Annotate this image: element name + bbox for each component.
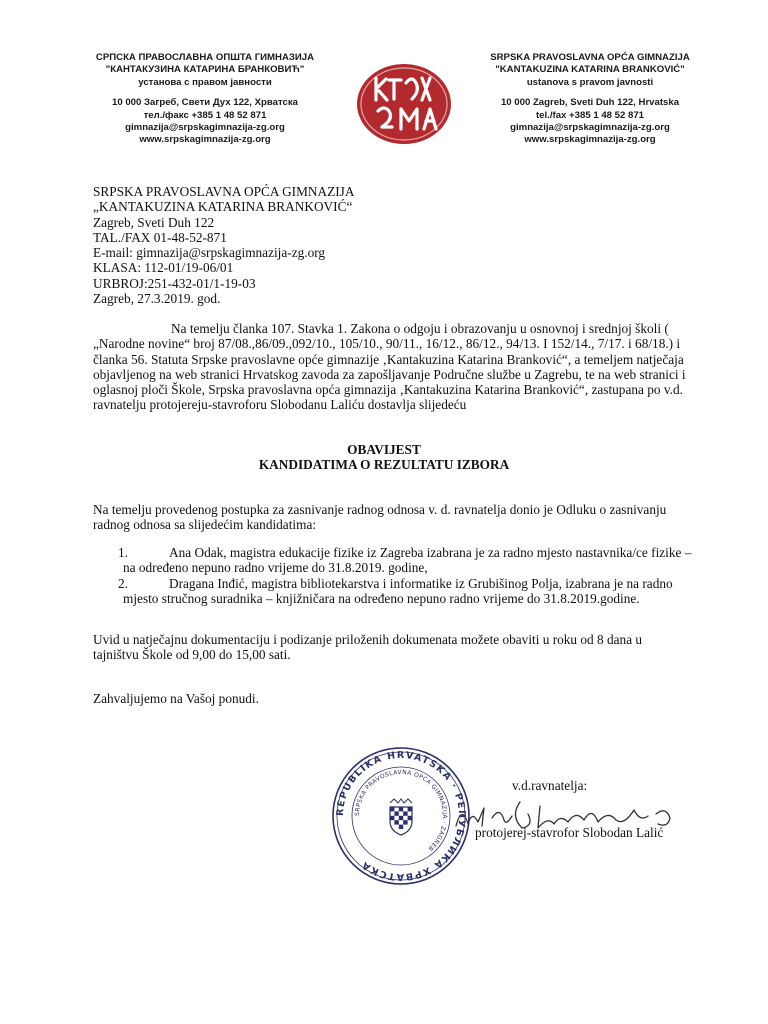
croatian-coat-of-arms-icon — [390, 799, 412, 835]
list-item-text: mjesto stručnog suradnika – knjižničara na određeno nepuno radno vrijeme do 31.8.2019.godine. — [123, 590, 640, 606]
intro-line: Na temelju članka 107. Stavka 1. Zakona o odgoju i obrazovanju u osnovnoj i srednjoj školi ( — [171, 321, 669, 336]
address-latin: 10 000 Zagreb, Sveti Duh 122, Hrvatska — [500, 97, 680, 109]
list-item-number: 2. — [118, 575, 128, 591]
letterhead-latin — [470, 52, 710, 147]
school-name-latin: SRPSKA PRAVOSLAVNA OPĆA GIMNAZIJA — [490, 52, 690, 63]
address-cyrillic: 10 000 Загреб, Свети Дух 122, Хрватска — [111, 97, 298, 109]
email-latin: gimnazija@srpskagimnazija-zg.org — [510, 122, 670, 134]
stamp-inner-text: SRPSKA PRAVOSLAVNA OPĆA GIMNAZIJA · ZAGREB — [353, 768, 449, 853]
web-cyrillic: www.srpskagimnazija-zg.org — [139, 134, 271, 146]
stamp-outer-text: REPUBLIKA HRVATSKA · РЕПУБЛИКА ХРВАТСКА — [334, 749, 468, 883]
sender-line: E-mail: gimnazija@srpskagimnazija-zg.org — [93, 245, 326, 261]
school-status-cyrillic: установа с правом јавности — [138, 76, 272, 88]
closing-line: Uvid u natječajnu dokumentaciju i podizanje priloženih dokumenata možete obaviti u roku od 8 dana u — [93, 632, 643, 647]
signatory-role: v.d.ravnatelja: — [512, 778, 588, 793]
phone-cyrillic: тел./факс +385 1 48 52 871 — [143, 109, 267, 121]
closing-line: tajništvu Škole od 9,00 do 15,00 sati. — [93, 647, 291, 663]
letterhead-cyrillic — [70, 52, 340, 147]
list-item — [93, 576, 693, 607]
school-name-latin-quoted: "KANTAKUZINA KATARINA BRANKOVIĆ" — [495, 64, 685, 76]
notice-subtitle: KANDIDATIMA O REZULTATU IZBORA — [258, 457, 510, 473]
list-item-text: Ana Odak, magistra edukacije fizike iz Zagreba izabrana je za radno mjesto nastavnika/ce fizike – — [169, 545, 692, 560]
intro-line: ravnatelju protojereju-stavroforu Slobodanu Laliću dostavlja slijedeću — [93, 397, 467, 413]
notice-title: OBAVIJEST — [347, 442, 421, 457]
list-item-text: Dragana Inđić, magistra bibliotekarstva i informatike iz Grubišinog Polja, izabrana je na radno — [169, 575, 673, 591]
signatory-name: protojerej-stavrofor Slobodan Lalić — [475, 825, 664, 840]
sender-line: TAL./FAX 01-48-52-871 — [93, 229, 227, 245]
intro-line: „Narodne novine“ broj 87/08.,86/09.,092/10., 105/10., 90/11., 16/12., 86/12., 94/13. I 152/14., 7/17. i 68/18.) i — [93, 336, 681, 352]
list-item-number: 1. — [118, 545, 128, 560]
body-line: radnog odnosa sa slijedećim kandidatima: — [93, 517, 317, 533]
web-latin: www.srpskagimnazija-zg.org — [524, 134, 656, 146]
list-item — [93, 545, 693, 576]
email-cyrillic: gimnazija@srpskagimnazija-zg.org — [125, 122, 285, 134]
thanks-line: Zahvaljujemo na Vašoj ponudi. — [93, 691, 259, 706]
body-paragraph — [93, 502, 683, 533]
intro-paragraph — [93, 321, 686, 413]
sender-line-urbroj: URBROJ:251-432-01/1-19-03 — [93, 275, 256, 291]
sender-block — [93, 184, 493, 306]
body-line: Na temelju provedenog postupka za zasnivanje radnog odnosa v. d. ravnatelja donio je Odluku o zasnivanju — [93, 502, 667, 517]
school-name-cyrillic-quoted: "КАНТАКУЗИНА КАТАРИНА БРАНКОВИЋ" — [105, 64, 305, 76]
sender-line: SRPSKA PRAVOSLAVNA OPĆA GIMNAZIJA — [93, 184, 355, 199]
phone-latin: tel./fax +385 1 48 52 871 — [535, 109, 644, 121]
school-name-cyrillic: СРПСКА ПРАВОСЛАВНА ОПШТА ГИМНАЗИЈА — [95, 52, 315, 63]
closing-paragraph — [93, 632, 683, 663]
sender-line-klasa: KLASA: 112-01/19-06/01 — [93, 260, 234, 276]
school-status-latin: ustanova s pravom javnosti — [526, 76, 654, 88]
sender-line: „KANTAKUZINA KATARINA BRANKOVIĆ“ — [93, 199, 353, 215]
intro-line: oglasnoj ploči Škole, Srpska pravoslavna opća gimnazija ‚Kantakuzina Katarina Branković“, zastupana po v.d. — [93, 382, 683, 398]
school-logo-icon — [356, 63, 452, 145]
intro-line: objavljenog na web stranici Hrvatskog zavoda za zapošljavanje Područne službe u Zagrebu, te na web stranici i — [93, 366, 686, 382]
sender-line-date: Zagreb, 27.3.2019. god. — [93, 291, 221, 307]
list-item-text: na određeno nepuno radno vrijeme do 31.8.2019. godine, — [123, 560, 428, 576]
intro-line: članka 56. Statuta Srpske pravoslavne opće gimnazije ‚Kantakuzina Katarina Branković“, a temeljem natječaja — [93, 351, 684, 367]
sender-line: Zagreb, Sveti Duh 122 — [93, 214, 215, 230]
candidates-list — [93, 545, 693, 606]
notice-heading — [0, 442, 768, 473]
